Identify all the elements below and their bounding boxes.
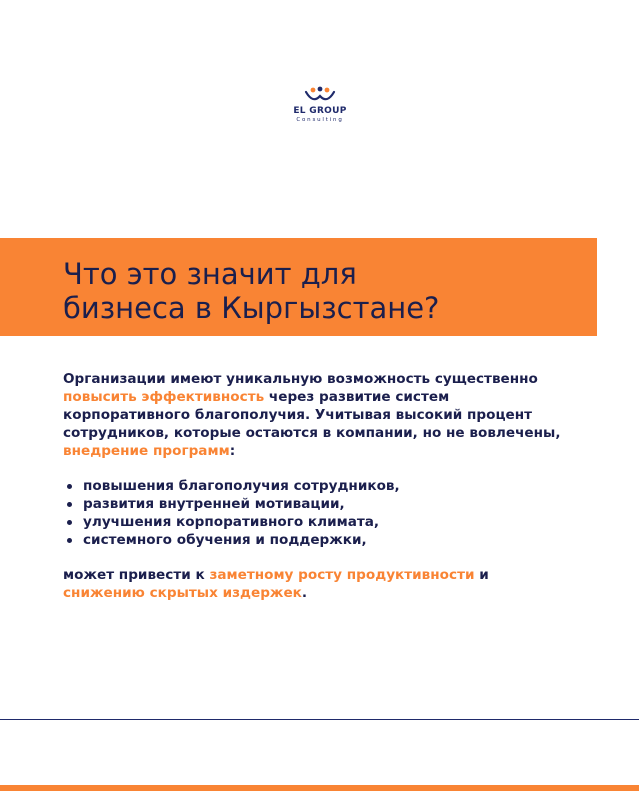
closing-text-3: . <box>301 585 308 601</box>
closing-text-1: может привести к <box>63 567 210 583</box>
closing-paragraph <box>63 566 563 602</box>
closing-highlight-1: заметному росту продуктивности <box>209 567 475 583</box>
bullet-list <box>63 477 563 549</box>
page-title <box>63 257 583 325</box>
list-item: развития внутренней мотивации, <box>63 495 563 513</box>
closing-highlight-2: снижению скрытых издержек <box>63 585 302 601</box>
list-item: повышения благополучия сотрудников, <box>63 477 563 495</box>
title-line-1: Что это значит для <box>63 257 357 291</box>
list-item: системного обучения и поддержки, <box>63 531 563 549</box>
divider-line <box>0 719 639 720</box>
logo-subtitle: Consulting <box>296 117 344 123</box>
company-logo <box>282 86 358 130</box>
intro-highlight-2: внедрение программ <box>63 443 230 459</box>
title-line-2: бизнеса в Кыргызстане? <box>63 291 440 325</box>
intro-text-2: через развитие систем корпоративного благополучия. Учитывая высокий процент сотрудников, которые остаются в компании, но не вовлечены, <box>63 389 561 441</box>
intro-text-3: : <box>229 443 236 459</box>
article-body <box>63 370 563 602</box>
logo-name: EL GROUP <box>293 106 347 116</box>
closing-text-2: и <box>474 567 489 583</box>
intro-paragraph <box>63 370 563 460</box>
list-item: улучшения корпоративного климата, <box>63 513 563 531</box>
intro-highlight-1: повысить эффективность <box>63 389 265 405</box>
intro-text-1: Организации имеют уникальную возможность существенно <box>63 371 538 387</box>
footer-accent-bar <box>0 785 639 791</box>
people-logo-icon <box>304 86 336 106</box>
